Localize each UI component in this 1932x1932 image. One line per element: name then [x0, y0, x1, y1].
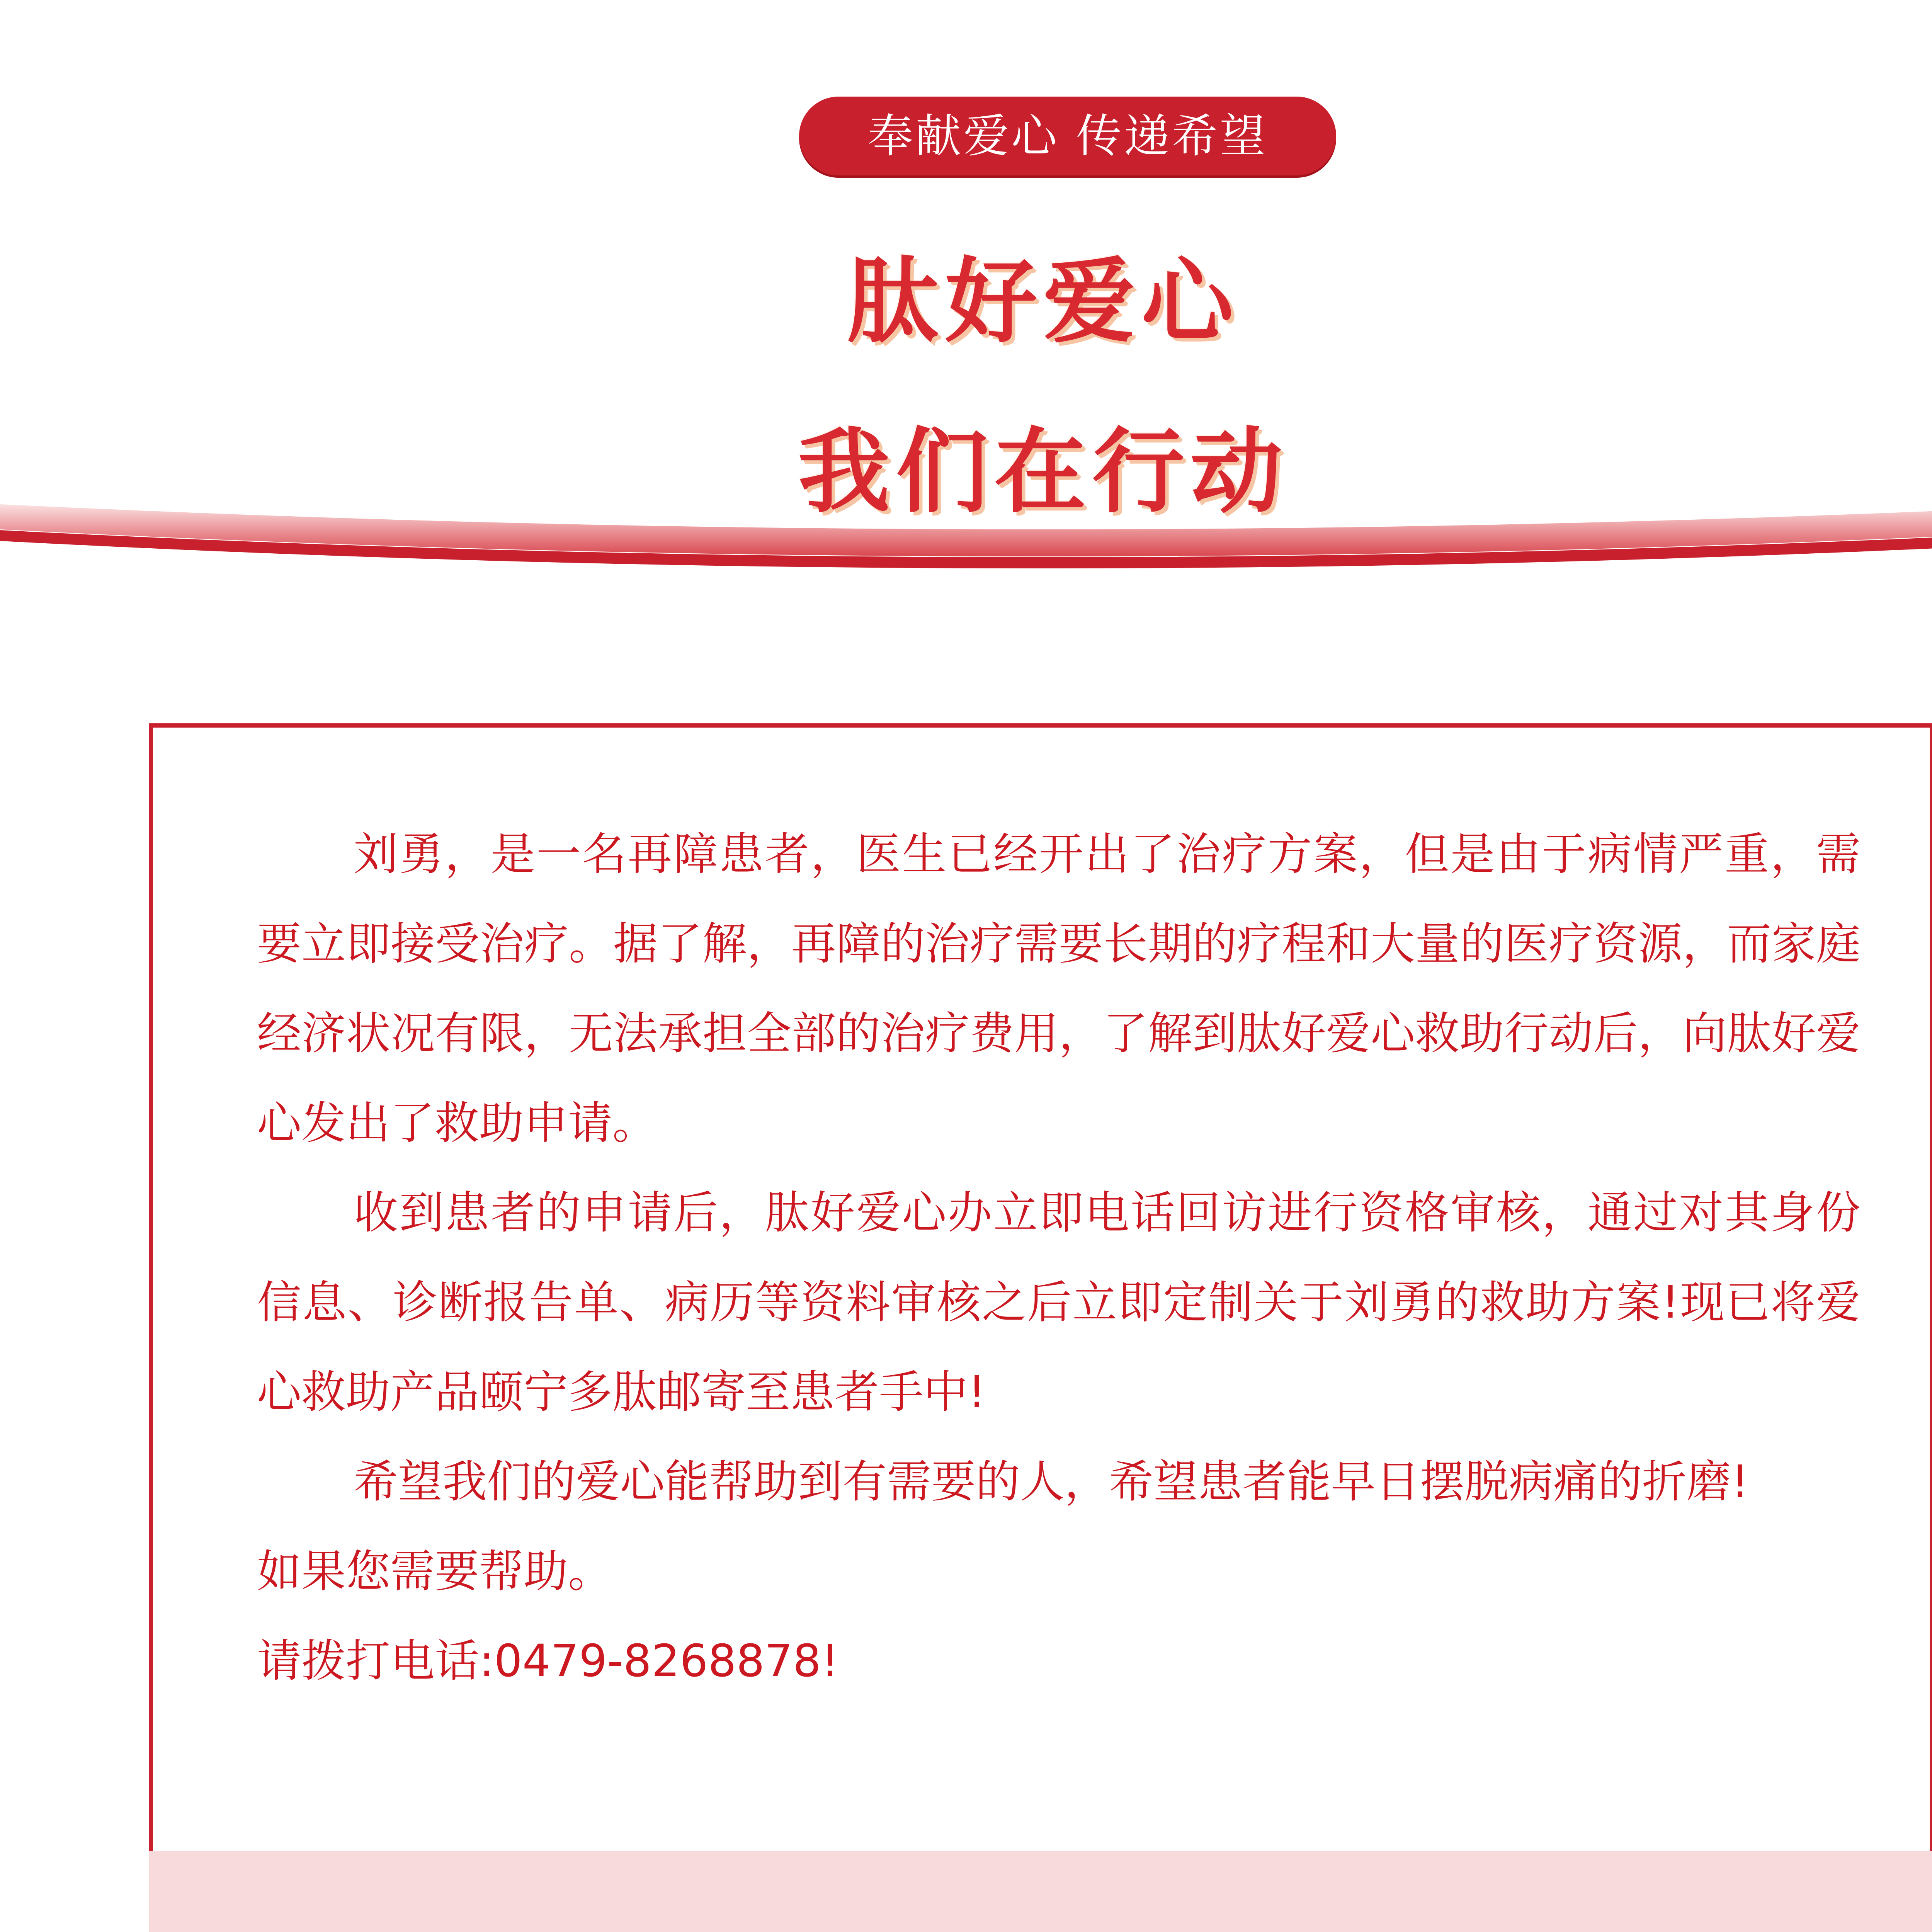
page-title-line2: 我们在行动 — [798, 418, 1289, 526]
story-paragraph-3: 希望我们的爱心能帮助到有需要的人，希望患者能早日摆脱病痛的折磨! — [354, 1456, 1749, 1508]
story-paragraph-2: 收到患者的申请后，肽好爱心办立即电话回访进行资格审核，通过对其身份信息、诊断报告单、病历等资料审核之后立即定制关于刘勇的救助方案!现已将爱心救助产品颐宁多肽邮寄至患者手中! — [257, 1187, 1861, 1418]
story-phone-line: 请拨打电话:0479-8268878! — [257, 1635, 839, 1687]
page-title-line1: 肽好爱心 — [847, 248, 1240, 355]
story-help-line: 如果您需要帮助。 — [257, 1546, 613, 1597]
header-ribbon-arc — [0, 487, 1932, 587]
story-text — [257, 810, 1861, 1706]
slogan-badge: 奉献爱心 传递希望 — [799, 97, 1336, 175]
charity-banner — [149, 1851, 1932, 1932]
banner-illustration — [149, 1851, 1932, 1932]
story-paragraph-1: 刘勇，是一名再障患者，医生已经开出了治疗方案，但是由于病情严重，需要立即接受治疗。据了解，再障的治疗需要长期的疗程和大量的医疗资源，而家庭经济状况有限，无法承担全部的治疗费用，了解到肽好爱心救助行动后，向肽好爱心发出了救助申请。 — [257, 828, 1861, 1149]
